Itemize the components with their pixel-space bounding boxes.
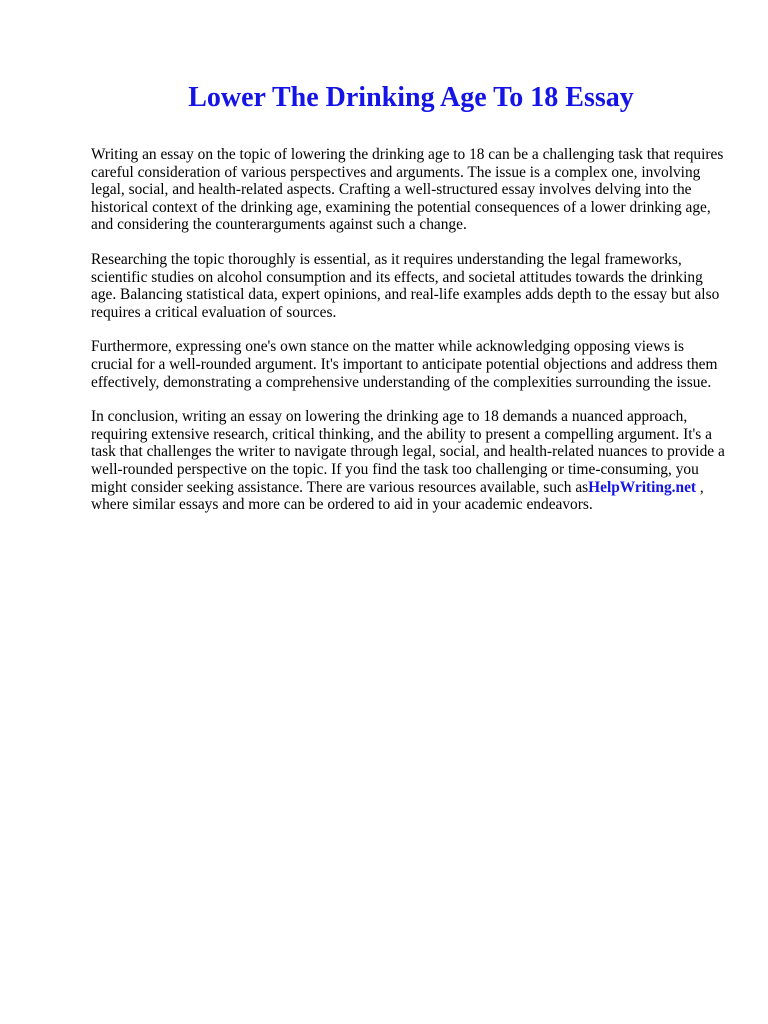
document-body [91, 146, 727, 531]
helpwriting-link[interactable]: HelpWriting.net [588, 478, 697, 496]
paragraph-3: Furthermore, expressing one's own stance on the matter while acknowledging opposing views is crucial for a well-rounded argument. It's important to anticipate potential objections and address them effectively, demonstrating a comprehensive understanding of the complexities surrounding the issue. [91, 338, 718, 391]
conclusion-text-after-link: , where similar essays and more can be ordered to aid in your academic endeavors. [91, 478, 704, 514]
conclusion-text-before-link: In conclusion, writing an essay on lowering the drinking age to 18 demands a nuanced approach, requiring extensive research, critical thinking, and the ability to present a compelling argument. It's a task that challenges the writer to navigate through legal, social, and health-related nuances to provide a well-rounded perspective on the topic. If you find the task too challenging or time-consuming, you might consider seeking assistance. There are various resources available, such as [91, 408, 725, 496]
paragraph-1: Writing an essay on the topic of lowering the drinking age to 18 can be a challenging task that requires careful consideration of various perspectives and arguments. The issue is a complex one, involving legal, social, and health-related aspects. Crafting a well-structured essay involves delving into the historical context of the drinking age, examining the potential consequences of a lower drinking age, and considering the counterarguments against such a change. [91, 146, 724, 234]
paragraph-2: Researching the topic thoroughly is essential, as it requires understanding the legal frameworks, scientific studies on alcohol consumption and its effects, and societal attitudes towards the drinking age. Balancing statistical data, expert opinions, and real-life examples adds depth to the essay but also requires a critical evaluation of sources. [91, 250, 720, 321]
paragraph-conclusion [91, 408, 727, 514]
document-title: Lower The Drinking Age To 18 Essay [188, 82, 634, 113]
